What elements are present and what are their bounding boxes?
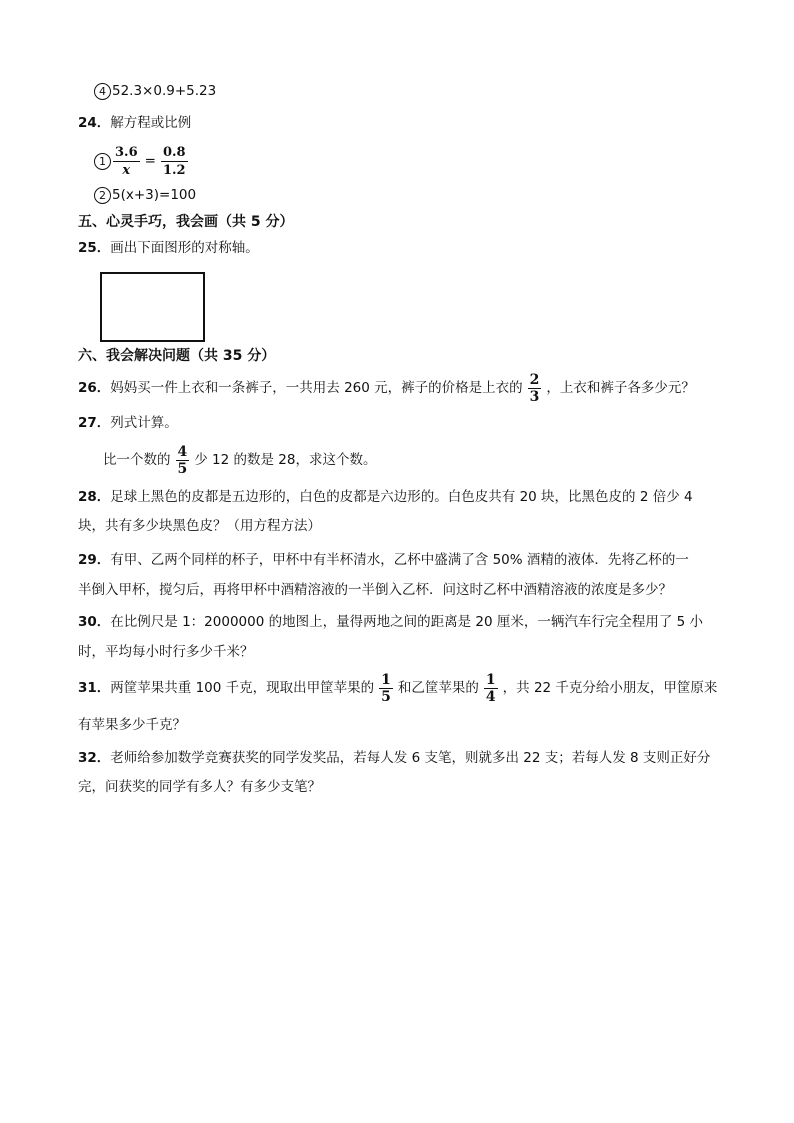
question-text-end: ，上衣和裤子各多少元？	[546, 380, 695, 396]
q24-equation-1	[94, 143, 193, 179]
numerator: 0.8	[162, 144, 186, 160]
q23-item4	[94, 81, 216, 101]
numerator: 3.6	[115, 144, 138, 160]
denominator: 3	[529, 388, 540, 405]
rectangle-figure	[100, 272, 205, 342]
fraction-right	[161, 144, 188, 179]
question-text: 两筐苹果共重 100 千克，现取出甲筐苹果的	[110, 680, 375, 696]
circled-number: 4	[94, 83, 111, 100]
q24-equation-2	[94, 185, 196, 205]
q29-line2: 半倒入甲杯，搅匀后，再将甲杯中酒精溶液的一半倒入乙杯．问这时乙杯中酒精溶液的浓度是多少？	[78, 582, 672, 598]
circled-number: 2	[94, 187, 111, 204]
q28-line2: 块，共有多少块黑色皮？（用方程方法）	[78, 518, 321, 534]
numerator: 4	[177, 443, 188, 460]
sub-text: 比一个数的	[103, 452, 171, 468]
section-5-heading: 五、心灵手巧，我会画（共 5 分）	[78, 214, 294, 230]
question-number: 26．	[78, 380, 111, 396]
question-text: 画出下面图形的对称轴。	[110, 240, 259, 256]
q26	[78, 370, 695, 406]
denominator: 1.2	[162, 162, 186, 178]
q32-line1	[78, 748, 710, 768]
question-number: 27．	[78, 415, 111, 431]
question-number: 32．	[78, 750, 111, 766]
expression: 5(x+3)=100	[112, 187, 197, 203]
sub-text-end: 少 12 的数是 28，求这个数。	[194, 452, 377, 468]
q24-title	[78, 113, 191, 133]
equals-sign: =	[144, 153, 156, 169]
question-text-mid: 和乙筐苹果的	[397, 680, 479, 696]
question-number: 24．	[78, 115, 111, 131]
fraction	[176, 444, 190, 477]
q25	[78, 238, 259, 258]
question-text: 老师给参加数学竞赛获奖的同学发奖品，若每人发 6 支笔，则就多出 22 支；若每人发 8 支则正好分	[110, 750, 711, 766]
q30-line1	[78, 612, 703, 632]
question-number: 31．	[78, 680, 111, 696]
section-6-heading: 六、我会解决问题（共 35 分）	[78, 348, 276, 364]
question-text: 在比例尺是 1：2000000 的地图上，量得两地之间的距离是 20 厘米，一辆汽车行完全程用了 5 小	[110, 614, 704, 630]
question-number: 28．	[78, 489, 111, 505]
circled-number: 1	[94, 153, 111, 170]
question-number: 30．	[78, 614, 111, 630]
fraction-2	[484, 672, 498, 705]
q31-line1	[78, 670, 717, 706]
q31-line2: 有苹果多少千克？	[78, 717, 186, 733]
question-text: 有甲、乙两个同样的杯子，甲杯中有半杯清水，乙杯中盛满了含 50% 酒精的液体．先将乙杯的一	[110, 552, 689, 568]
numerator: 1	[381, 671, 391, 688]
denominator: x	[122, 162, 131, 178]
q27-sub	[103, 442, 376, 478]
question-text: 解方程或比例	[110, 115, 192, 131]
question-text-end: ，共 22 千克分给小朋友，甲筐原来	[502, 680, 718, 696]
q27	[78, 413, 178, 433]
denominator: 4	[485, 688, 496, 705]
denominator: 5	[177, 460, 188, 477]
fraction-left	[113, 144, 140, 179]
question-number: 25．	[78, 240, 111, 256]
question-text: 列式计算。	[110, 415, 178, 431]
expression: 52.3×0.9+5.23	[112, 83, 217, 99]
numerator: 2	[529, 371, 540, 388]
question-text: 妈妈买一件上衣和一条裤子，一共用去 260 元，裤子的价格是上衣的	[110, 380, 523, 396]
fraction-1	[379, 672, 393, 705]
q29-line1	[78, 550, 689, 570]
fraction	[528, 372, 542, 405]
q28-line1	[78, 487, 693, 507]
numerator: 1	[485, 671, 496, 688]
denominator: 5	[381, 688, 391, 705]
q32-line2: 完，问获奖的同学有多人？有多少支笔？	[78, 779, 321, 795]
question-text: 足球上黑色的皮都是五边形的，白色的皮都是六边形的。白色皮共有 20 块，比黑色皮的 2 倍少 4	[110, 489, 693, 505]
q30-line2: 时，平均每小时行多少千米？	[78, 644, 254, 660]
question-number: 29．	[78, 552, 111, 568]
